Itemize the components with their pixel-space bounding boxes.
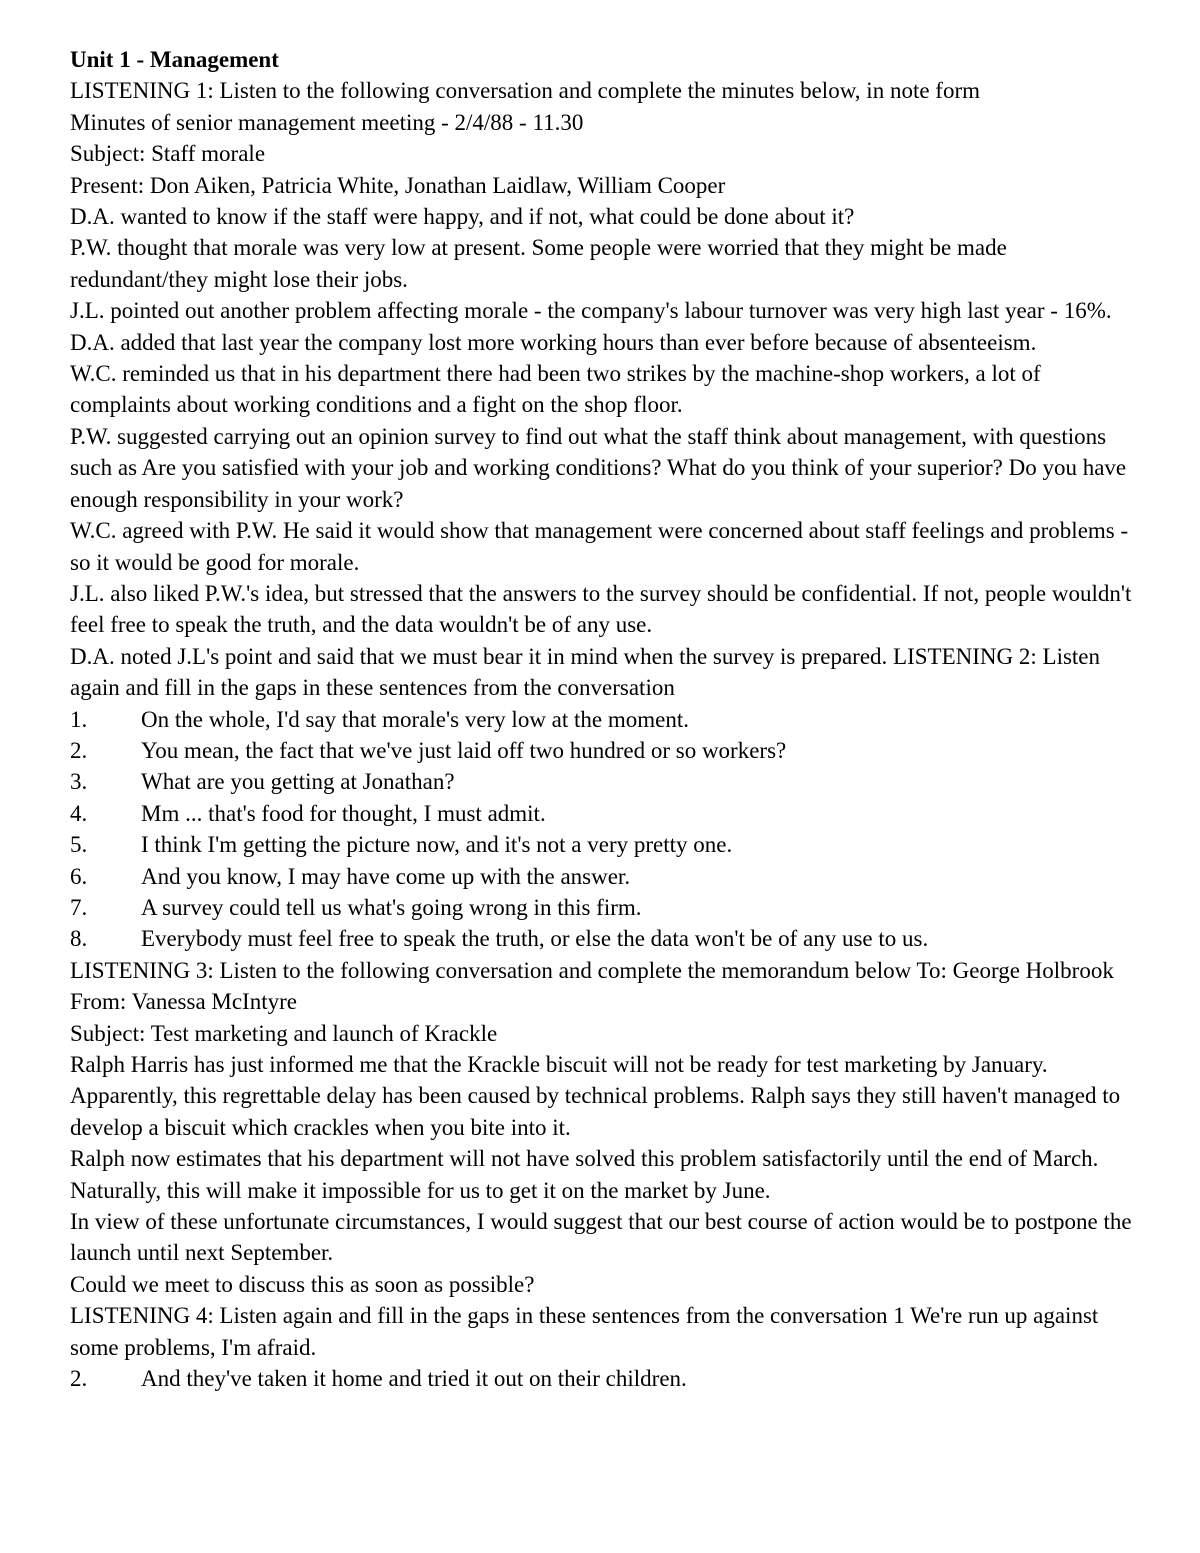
- item-text: And you know, I may have come up with the answer.: [141, 863, 631, 889]
- item-text: On the whole, I'd say that morale's very low at the moment.: [141, 706, 690, 732]
- item-number: 2.: [70, 1366, 88, 1392]
- minutes-subject: Subject: Staff morale: [70, 141, 266, 167]
- listening2-item: [70, 704, 1140, 735]
- document-page: [70, 44, 1140, 1394]
- listening2-item: [70, 829, 1140, 860]
- item-number: 8.: [70, 926, 88, 952]
- listening2-item: [70, 861, 1140, 892]
- minutes-heading: Minutes of senior management meeting - 2/4/88 - 11.30: [70, 109, 584, 135]
- minutes-note: D.A. wanted to know if the staff were happy, and if not, what could be done about it?: [70, 204, 855, 230]
- minutes-note: D.A. noted J.L's point and said that we must bear it in mind when the survey is prepared. LISTENING 2: Listen again and fill in the gaps in these sentences from the conversation: [70, 643, 1101, 701]
- listening3-instruction: LISTENING 3: Listen to the following conversation and complete the memorandum below To: George Holbrook: [70, 957, 1114, 983]
- item-text: I think I'm getting the picture now, and it's not a very pretty one.: [141, 832, 733, 858]
- minutes-present: Present: Don Aiken, Patricia White, Jonathan Laidlaw, William Cooper: [70, 172, 726, 198]
- memo-paragraph: Apparently, this regrettable delay has been caused by technical problems. Ralph says they still haven't managed to develop a biscuit which crackles when you bite into it.: [70, 1083, 1121, 1140]
- minutes-note: J.L. pointed out another problem affecting morale - the company's labour turnover was very high last year - 16%.: [70, 298, 1112, 324]
- minutes-note: W.C. reminded us that in his department there had been two strikes by the machine-shop workers, a lot of complaints about working conditions and a fight on the shop floor.: [70, 361, 1041, 418]
- listening4-instruction: LISTENING 4: Listen again and fill in the gaps in these sentences from the conversation 1 We're run up against some problems, I'm afraid.: [70, 1303, 1099, 1360]
- listening4-item: [70, 1363, 1140, 1394]
- listening1-instruction: LISTENING 1: Listen to the following conversation and complete the minutes below, in note form: [70, 78, 981, 104]
- listening2-item: [70, 892, 1140, 923]
- item-text: You mean, the fact that we've just laid off two hundred or so workers?: [141, 737, 787, 763]
- item-text: And they've taken it home and tried it out on their children.: [141, 1366, 687, 1392]
- memo-paragraph: Could we meet to discuss this as soon as possible?: [70, 1271, 535, 1297]
- item-text: A survey could tell us what's going wrong in this firm.: [141, 894, 642, 920]
- minutes-note: J.L. also liked P.W.'s idea, but stressed that the answers to the survey should be confidential. If not, people wouldn't feel free to speak the truth, and the data wouldn't be of any use.: [70, 580, 1132, 638]
- item-number: 5.: [70, 832, 88, 858]
- memo-from: From: Vanessa McIntyre: [70, 989, 297, 1015]
- memo-paragraph: In view of these unfortunate circumstances, I would suggest that our best course of action would be to postpone the launch until next September.: [70, 1209, 1132, 1266]
- minutes-note: P.W. thought that morale was very low at present. Some people were worried that they might be made redundant/they might lose their jobs.: [70, 235, 1007, 292]
- listening2-item: [70, 766, 1140, 797]
- unit-title: Unit 1 - Management: [70, 47, 279, 72]
- listening2-item: [70, 798, 1140, 829]
- item-number: 1.: [70, 706, 88, 732]
- item-number: 2.: [70, 737, 88, 763]
- item-number: 3.: [70, 769, 88, 795]
- item-number: 7.: [70, 894, 88, 920]
- item-number: 6.: [70, 863, 88, 889]
- item-text: Mm ... that's food for thought, I must admit.: [141, 800, 546, 826]
- item-text: What are you getting at Jonathan?: [141, 769, 455, 795]
- minutes-note: P.W. suggested carrying out an opinion survey to find out what the staff think about management, with questions such as Are you satisfied with your job and working conditions? What do you think of your superior? Do you have enough responsibility in your work?: [70, 423, 1127, 512]
- memo-paragraph: Ralph now estimates that his department will not have solved this problem satisfactorily until the end of March. Naturally, this will make it impossible for us to get it on the market by June.: [70, 1146, 1099, 1203]
- memo-subject: Subject: Test marketing and launch of Krackle: [70, 1020, 498, 1046]
- listening2-item: [70, 923, 1140, 954]
- item-number: 4.: [70, 800, 88, 826]
- minutes-note: D.A. added that last year the company lost more working hours than ever before because of absenteeism.: [70, 329, 1037, 355]
- memo-paragraph: Ralph Harris has just informed me that the Krackle biscuit will not be ready for test marketing by January.: [70, 1052, 1048, 1077]
- minutes-note: W.C. agreed with P.W. He said it would show that management were concerned about staff feelings and problems - so it would be good for morale.: [70, 518, 1129, 575]
- listening2-item: [70, 735, 1140, 766]
- item-text: Everybody must feel free to speak the truth, or else the data won't be of any use to us.: [141, 926, 929, 952]
